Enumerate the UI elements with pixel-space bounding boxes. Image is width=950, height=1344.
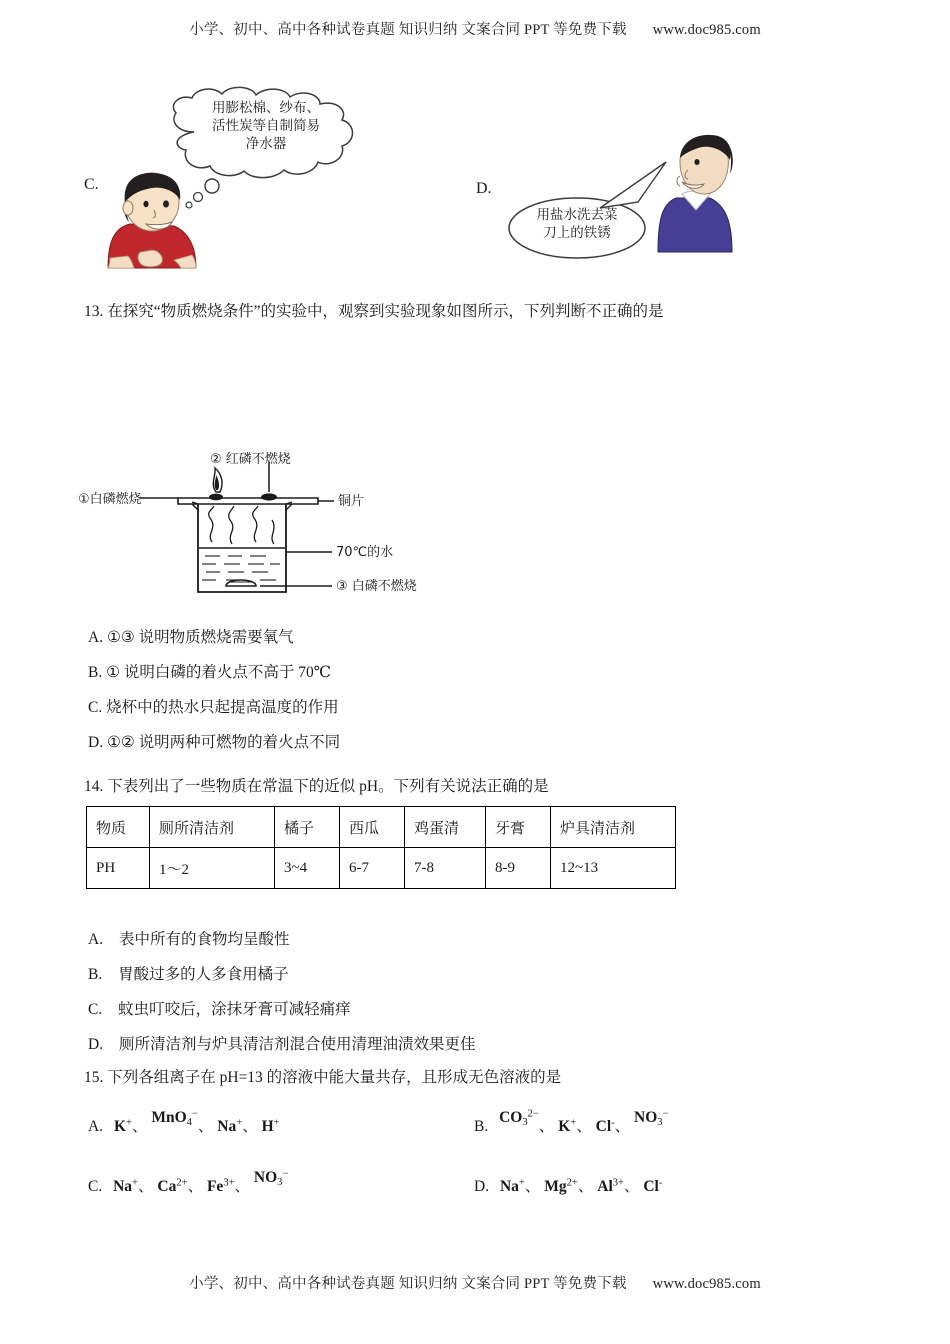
q14-option-c-text: 蚊虫叮咬后，涂抹牙膏可减轻痛痒 [118, 1001, 351, 1018]
ion-nitrate: $NO_3^-$ [634, 1108, 669, 1128]
q14-option-b [88, 963, 289, 986]
ion-separator: 、 [131, 1118, 148, 1135]
q15-option-c-label: C. [88, 1178, 103, 1195]
ion-separator: 、 [234, 1178, 251, 1195]
table-cell-substance-0: 厕所清洁剂 [150, 807, 275, 848]
figure-label-1: ①白磷燃烧 [78, 492, 142, 507]
ion-iron-iii: $Fe^{3+}$ [206, 1177, 235, 1195]
table-row-substance [87, 807, 676, 848]
q15-option-b [474, 1108, 669, 1137]
ion-na-plus: Na+ [113, 1177, 138, 1195]
ion-calcium: $Ca^{2+}$ [157, 1177, 188, 1195]
q14-option-d-text: 厕所清洁剂与炉具清洁剂混合使用清理油渍效果更佳 [118, 1036, 476, 1053]
man-figure-icon [652, 132, 738, 254]
q15-option-b-label: B. [474, 1118, 489, 1135]
ion-separator: 、 [138, 1178, 154, 1195]
ion-aluminium: $Al^{3+}$ [597, 1177, 624, 1195]
q15-option-c [88, 1168, 289, 1197]
table-cell-substance-4: 牙膏 [486, 807, 551, 848]
ion-separator: 、 [197, 1118, 214, 1135]
option-d-label: D. [476, 180, 492, 197]
ion-k-plus: K+ [113, 1117, 132, 1135]
ion-na-plus: Na+ [499, 1177, 525, 1195]
ion-k-plus: K+ [558, 1117, 577, 1135]
table-row-ph [87, 848, 676, 889]
q14-option-c-label: C. [88, 1001, 103, 1018]
ion-separator: 、 [524, 1178, 541, 1195]
table-cell-substance-1: 橘子 [275, 807, 340, 848]
q14-option-b-text: 胃酸过多的人多食用橘子 [118, 966, 289, 983]
q15-option-d-label: D. [474, 1178, 490, 1195]
table-cell-substance-2: 西瓜 [340, 807, 405, 848]
footer-text: 小学、初中、高中各种试卷真题 知识归纳 文案合同 PPT 等免费下载 [189, 1276, 627, 1292]
figure-label-copper-plate: 铜片 [338, 494, 365, 509]
q13-option-b: B. ① 说明白磷的着火点不高于 70℃ [88, 664, 332, 681]
q13-option-d: D. ①② 说明两种可燃物的着火点不同 [88, 734, 341, 751]
q14-option-a [88, 928, 289, 951]
q13-option-c: C. 烧杯中的热水只起提高温度的作用 [88, 699, 339, 716]
ion-chloride: Cl- [595, 1117, 615, 1135]
figure-label-2: ② 红磷不燃烧 [210, 452, 291, 467]
ion-separator: 、 [577, 1178, 594, 1195]
table-cell-ph-4: 8-9 [486, 848, 551, 889]
bubble-c-line-2: 活性炭等自制简易 [212, 117, 320, 134]
ion-separator: 、 [538, 1118, 555, 1135]
q15-option-a [88, 1108, 280, 1137]
q14-option-b-label: B. [88, 966, 103, 983]
table-cell-ph-1: 3~4 [275, 848, 340, 889]
question-15-stem: 15. 下列各组离子在 pH=13 的溶液中能大量共存，且形成无色溶液的是 [84, 1069, 562, 1086]
question-13-stem: 13. 在探究“物质燃烧条件”的实验中，观察到实验现象如图所示，下列判断不正确的是 [84, 303, 664, 320]
q14-option-d-label: D. [88, 1036, 104, 1053]
page-header [0, 18, 950, 39]
ion-nitrate: $NO_3^-$ [253, 1168, 289, 1188]
figure-label-3: ③ 白磷不燃烧 [336, 579, 417, 594]
q13-option-a: A. ①③ 说明物质燃烧需要氧气 [88, 629, 294, 646]
boy-figure-icon [104, 172, 200, 272]
table-cell-ph-0: 1～2 [150, 848, 275, 889]
ion-permanganate: MnO$_4$− [151, 1108, 198, 1128]
ion-carbonate: $CO_3^{2-}$ [499, 1108, 539, 1128]
q14-option-a-text: 表中所有的食物均呈酸性 [118, 931, 290, 948]
table-cell-ph-5: 12~13 [551, 848, 676, 889]
ion-h-plus: H+ [261, 1117, 280, 1135]
q14-option-d [88, 1033, 475, 1056]
ion-separator: 、 [614, 1118, 631, 1135]
ph-value-table [86, 806, 676, 889]
q14-option-c [88, 998, 351, 1021]
bubble-d-line-1: 用盐水洗去菜 [536, 207, 618, 223]
ion-na-plus: Na+ [217, 1117, 243, 1135]
header-text: 小学、初中、高中各种试卷真题 知识归纳 文案合同 PPT 等免费下载 [189, 22, 627, 38]
thought-bubble-c-text [160, 100, 372, 153]
q15-option-a-label: A. [88, 1118, 104, 1135]
ion-magnesium: $Mg^{2+}$ [544, 1177, 578, 1195]
figure-combustion-experiment [70, 440, 420, 600]
bubble-c-line-1: 用膨松棉、纱布、 [212, 100, 320, 116]
ion-separator: 、 [576, 1118, 592, 1135]
bubble-d-line-2: 刀上的铁锈 [543, 225, 611, 242]
table-header-ph: PH [87, 848, 150, 889]
table-header-substance: 物质 [87, 807, 150, 848]
q15-option-d [474, 1174, 662, 1196]
question-14-stem: 14. 下表列出了一些物质在常温下的近似 pH。下列有关说法正确的是 [84, 778, 549, 795]
q14-option-a-label: A. [88, 931, 104, 948]
header-url: www.doc985.com [652, 22, 761, 38]
bubble-c-line-3: 净水器 [245, 135, 287, 152]
figure-label-water: 70℃的水 [336, 545, 394, 560]
footer-url: www.doc985.com [652, 1276, 761, 1292]
table-cell-ph-2: 6-7 [340, 848, 405, 889]
ion-separator: 、 [242, 1118, 258, 1135]
ion-separator: 、 [187, 1178, 204, 1195]
thought-bubble-c [160, 86, 372, 180]
page-footer [0, 1272, 950, 1293]
option-c-label: C. [84, 176, 99, 193]
table-cell-ph-3: 7-8 [405, 848, 486, 889]
ion-chloride: Cl- [643, 1177, 663, 1195]
ion-separator: 、 [623, 1178, 640, 1195]
table-cell-substance-3: 鸡蛋清 [405, 807, 486, 848]
table-cell-substance-5: 炉具清洁剂 [551, 807, 676, 848]
